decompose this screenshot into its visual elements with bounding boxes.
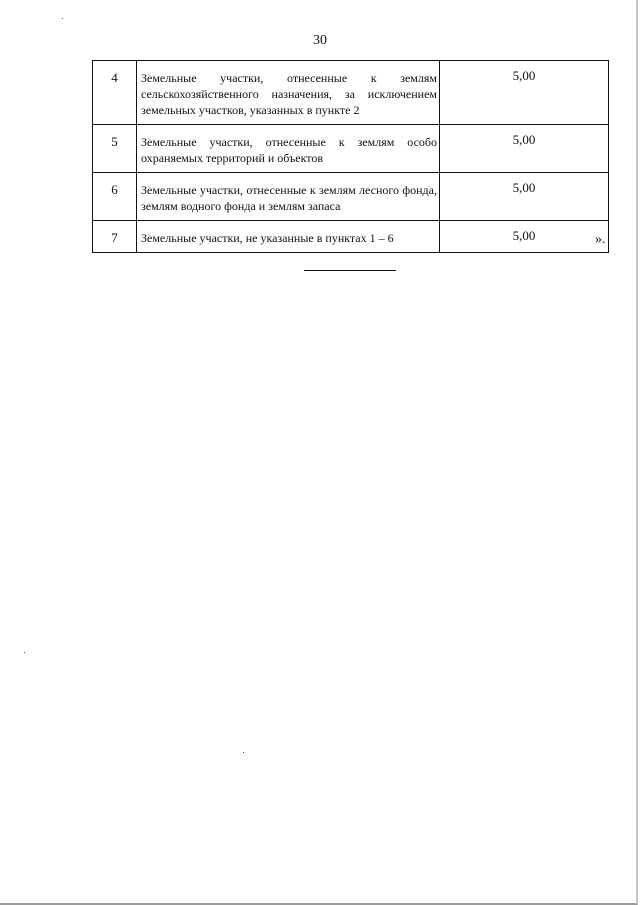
scan-speck xyxy=(24,652,25,653)
row-value: 5,00 xyxy=(440,61,609,125)
scan-speck xyxy=(243,752,244,753)
row-value: 5,00 xyxy=(440,173,609,221)
row-value: 5,00 xyxy=(440,125,609,173)
row-description: Земельные участки, отнесенные к землям сельскохозяйственного назначения, за исключением земельных участков, указанных в пункте 2 xyxy=(137,61,440,125)
scan-speck xyxy=(62,18,63,19)
row-number: 4 xyxy=(93,61,137,125)
page-number: 30 xyxy=(313,33,327,48)
table-row xyxy=(93,173,609,221)
closing-quote: ». xyxy=(595,232,606,247)
row-number: 7 xyxy=(93,221,137,253)
row-description: Земельные участки, отнесенные к землям лесного фонда, землям водного фонда и землям запаса xyxy=(137,173,440,221)
row-description: Земельные участки, отнесенные к землям особо охраняемых территорий и объектов xyxy=(137,125,440,173)
table-row xyxy=(93,61,609,125)
rates-table xyxy=(92,60,609,253)
row-number: 6 xyxy=(93,173,137,221)
row-description: Земельные участки, не указанные в пунктах 1 – 6 xyxy=(137,221,440,253)
table-row xyxy=(93,125,609,173)
table-row xyxy=(93,221,609,253)
end-separator-line xyxy=(304,270,396,271)
row-value: 5,00 xyxy=(440,221,609,253)
row-number: 5 xyxy=(93,125,137,173)
